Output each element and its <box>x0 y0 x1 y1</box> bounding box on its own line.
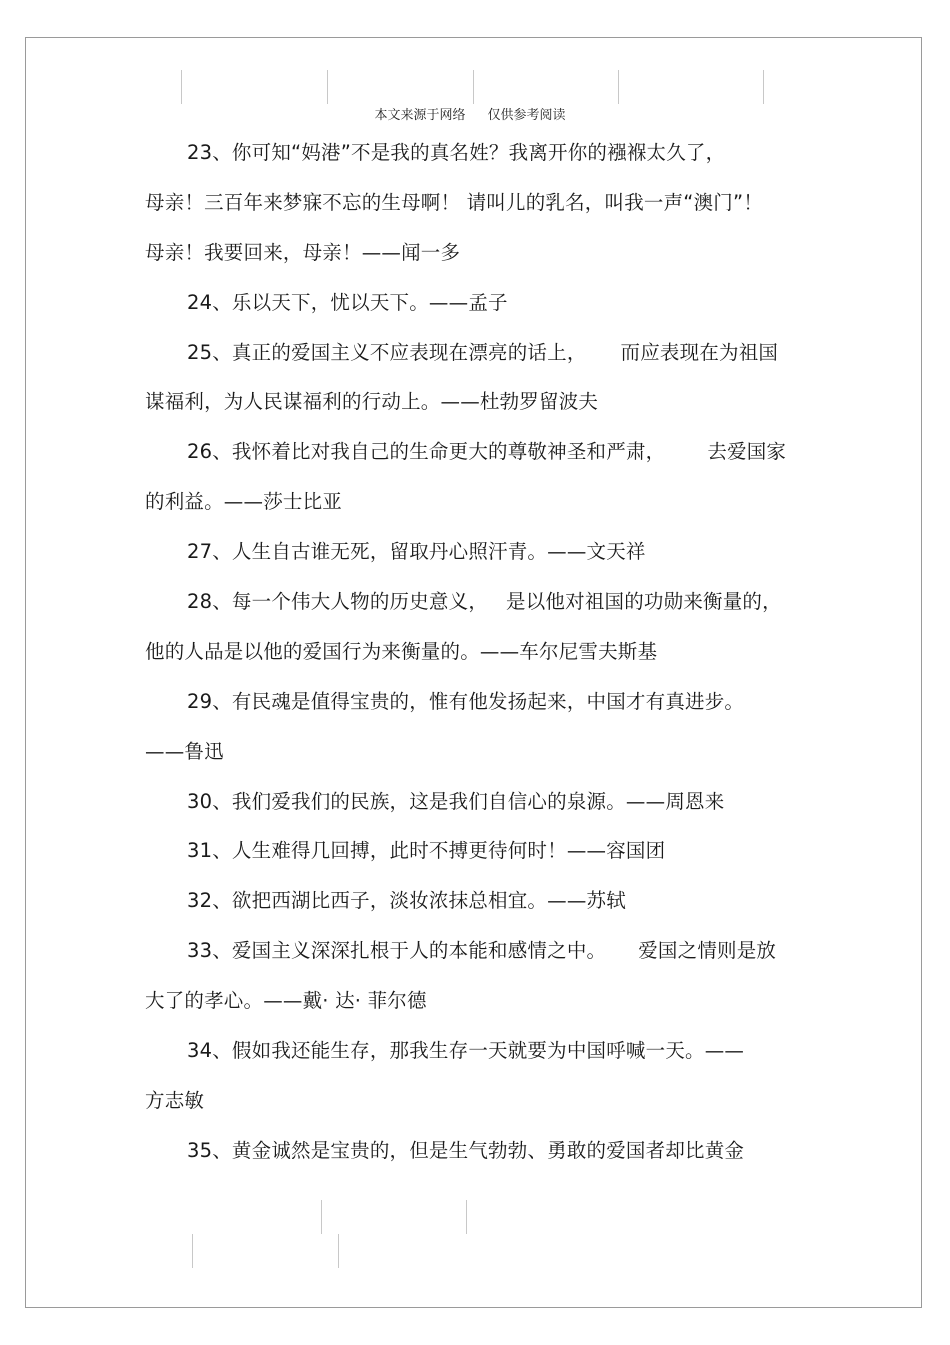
quote-34-line-2: 方志敏 <box>145 1088 205 1112</box>
quote-33-head: 33、爱国主义深深扎根于人的本能和感情之中。 <box>187 939 607 963</box>
quote-29-line-1: 29、有民魂是值得宝贵的，惟有他发扬起来，中国才有真进步。 <box>187 689 745 713</box>
quote-31-line-1: 31、人生难得几回搏，此时不搏更待何时！——容国团 <box>187 839 666 863</box>
quote-35-line-1: 35、黄金诚然是宝贵的，但是生气勃勃、勇敢的爱国者却比黄金 <box>187 1138 745 1162</box>
bottom-tick-2 <box>466 1200 467 1234</box>
top-tick-1 <box>181 70 182 104</box>
quote-26-line-2: 的利益。——莎士比亚 <box>145 490 343 514</box>
quote-34-line-1: 34、假如我还能生存，那我生存一天就要为中国呼喊一天。—— <box>187 1039 745 1063</box>
quote-28-tail: 是以他对祖国的功勋来衡量的， <box>506 590 782 614</box>
quote-25-head: 25、真正的爱国主义不应表现在漂亮的话上， <box>187 340 587 364</box>
quote-23-line-3: 母亲！我要回来，母亲！——闻一多 <box>145 240 461 264</box>
quote-32-line-1: 32、欲把西湖比西子，淡妆浓抹总相宜。——苏轼 <box>187 889 626 913</box>
quote-28-line-1 <box>145 577 815 627</box>
quote-23-line-1: 23、你可知“妈港”不是我的真名姓？我离开你的襁褓太久了， <box>187 141 726 164</box>
source-note: 本文来源于网络 <box>374 108 466 123</box>
reference-note: 仅供参考阅读 <box>487 108 566 123</box>
top-tick-3 <box>473 70 474 104</box>
quote-26-tail: 去爱国家 <box>707 440 787 464</box>
top-tick-4 <box>618 70 619 104</box>
top-tick-2 <box>327 70 328 104</box>
bottom-tick-1 <box>321 1200 322 1234</box>
bottom-tick-4 <box>338 1234 339 1268</box>
quote-33-line-1 <box>145 926 815 976</box>
quote-30-line-1: 30、我们爱我们的民族，这是我们自信心的泉源。——周恩来 <box>187 789 725 813</box>
quote-25-line-2: 谋福利，为人民谋福利的行动上。——杜勃罗留波夫 <box>145 390 599 414</box>
quote-24-line-1: 24、乐以天下，忧以天下。——孟子 <box>187 290 508 314</box>
quote-23-line-2: 母亲！三百年来梦寐不忘的生母啊！ 请叫儿的乳名，叫我一声“澳门”！ <box>145 190 764 214</box>
header-note <box>0 104 940 123</box>
quote-26-head: 26、我怀着比对我自己的生命更大的尊敬神圣和严肃， <box>187 440 666 464</box>
quote-33-line-2: 大了的孝心。——戴· 达· 菲尔德 <box>145 989 427 1013</box>
quote-28-line-2: 他的人品是以他的爱国行为来衡量的。——车尔尼雪夫斯基 <box>145 639 658 663</box>
top-tick-5 <box>763 70 764 104</box>
quote-25-tail: 而应表现在为祖国 <box>620 340 779 364</box>
quote-26-line-1 <box>145 427 815 477</box>
quote-list <box>145 128 815 1176</box>
quote-28-head: 28、每一个伟大人物的历史意义， <box>187 590 489 614</box>
bottom-tick-3 <box>192 1234 193 1268</box>
quote-25-line-1 <box>145 328 815 378</box>
quote-33-tail: 爱国之情则是放 <box>638 939 777 963</box>
quote-27-line-1: 27、人生自古谁无死，留取丹心照汗青。——文天祥 <box>187 540 646 564</box>
quote-29-line-2: ——鲁迅 <box>145 739 224 763</box>
